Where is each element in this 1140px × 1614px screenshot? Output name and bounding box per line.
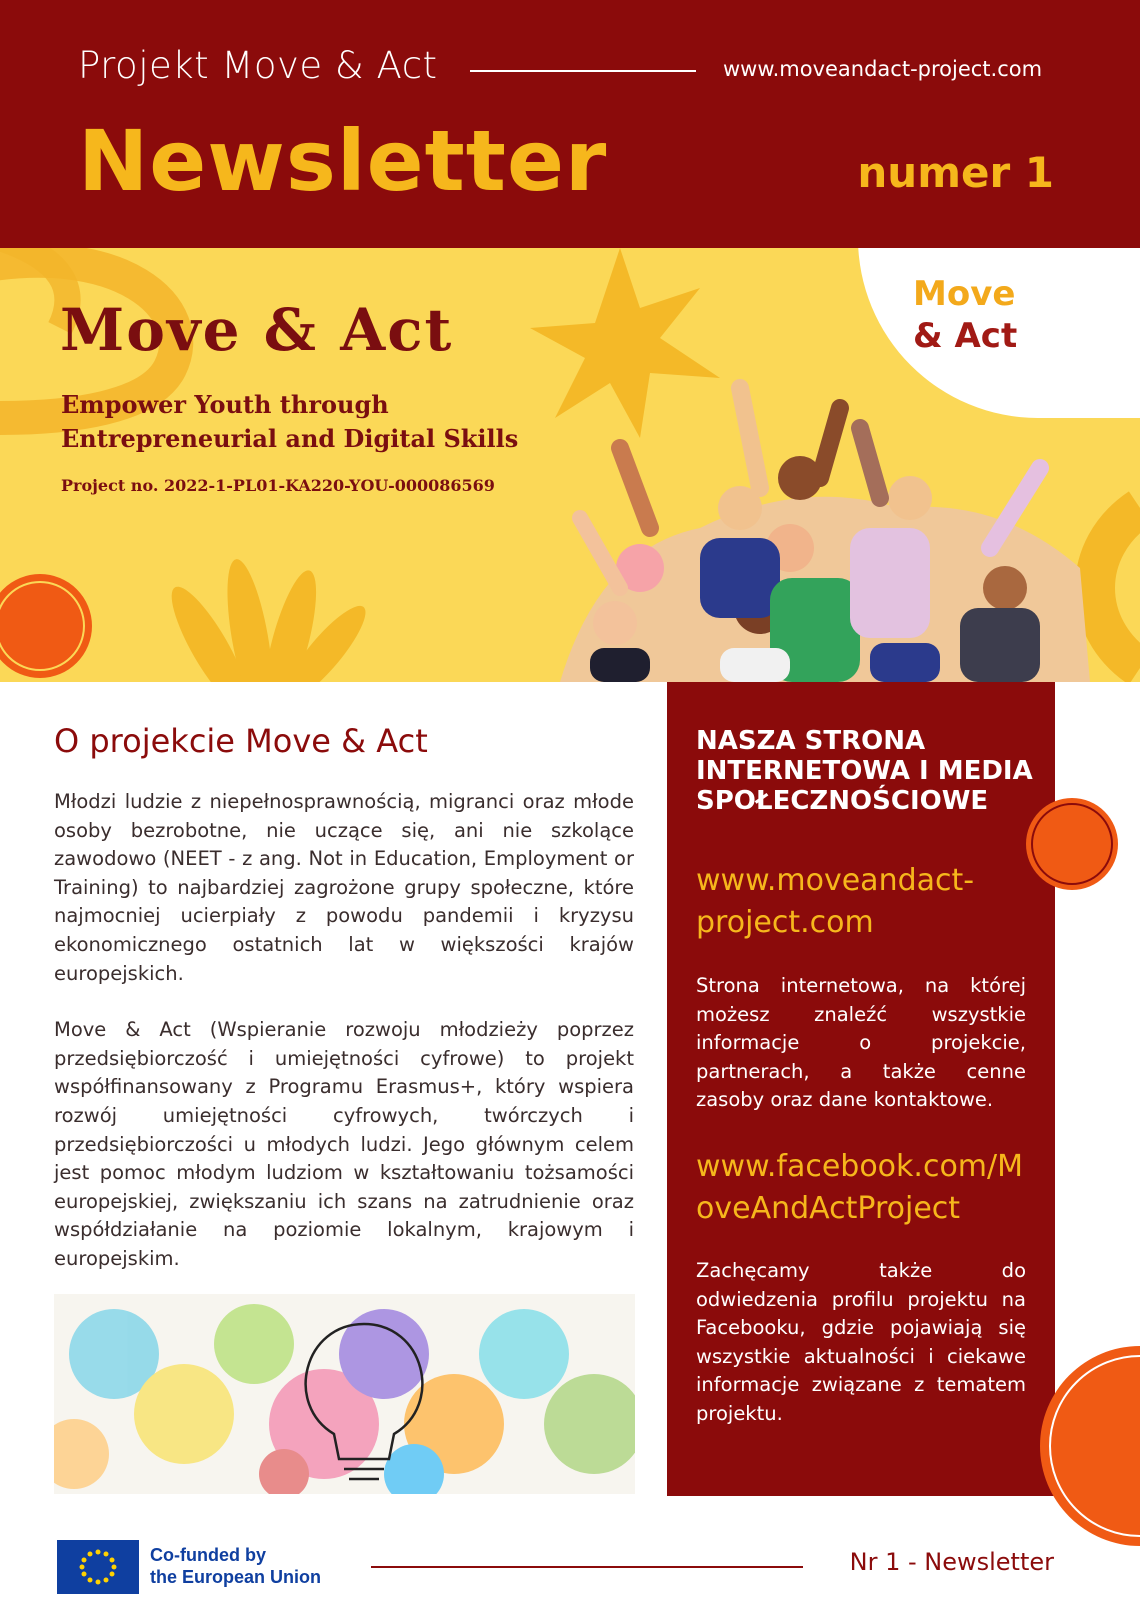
hero-title: Move & Act	[60, 296, 454, 364]
article-paragraph-2: Move & Act (Wspieranie rozwoju młodzieży poprzez przedsiębiorczość i umiejętności cyfrowe) to projekt współfinansowany z Programu Erasmus+, który wspiera rozwój umiejętności cyfrowych, twórczych i przedsiębiorczości u młodych ludzi. Jego głównym celem jest pomoc młodym ludziom w kształtowaniu tożsamości europejskiej, zwiększaniu ich szans na zatrudnienie oraz współdziałanie na poziomie lokalnym, krajowym i europejskim.	[54, 1018, 634, 1270]
eu-label-line1: Co-funded by	[150, 1545, 266, 1565]
creative-lightbulb-image	[54, 1294, 635, 1494]
website-description: Strona internetowa, na której możesz znaleźć wszystkie informacje o projekcie, partnerach, a także cenne zasoby oraz dane kontaktowe.	[696, 974, 1026, 1112]
issue-number: numer 1	[857, 148, 1054, 197]
eu-cofunded-label	[150, 1544, 350, 1588]
orange-ring-decoration	[1024, 796, 1120, 892]
website-link[interactable]: www.moveandact-project.com	[696, 863, 975, 940]
social-media-heading: NASZA STRONA INTERNETOWA I MEDIA SPOŁECZNOŚCIOWE	[696, 726, 1033, 816]
eu-flag-icon	[57, 1540, 139, 1594]
logo-move-text: Move	[913, 274, 1016, 314]
hero-subtitle-line2: Entrepreneurial and Digital Skills	[61, 424, 519, 453]
social-media-panel	[667, 682, 1055, 1496]
footer-divider	[371, 1566, 803, 1568]
hero-subtitle-line1: Empower Youth through	[61, 390, 389, 419]
eu-label-line2: the European Union	[150, 1567, 321, 1587]
newsletter-title: Newsletter	[78, 112, 608, 210]
hero-subtitle	[61, 388, 581, 456]
footer-issue-label: Nr 1 - Newsletter	[849, 1548, 1054, 1576]
article-paragraph-1: Młodzi ludzie z niepełnosprawnością, migranci oraz młode osoby bezrobotne, nie uczące się, ani nie szkolące zawodowo (NEET - z ang. Not in Education, Employment or Training) to najbardziej zagrożone grupy społeczne, które najmocniej ucierpiały z powodu pandemii i kryzysu ekonomicznego ostatnich lat w większości krajów europejskich.	[54, 790, 634, 985]
article-heading: O projekcie Move & Act	[54, 722, 428, 760]
project-number: Project no. 2022-1-PL01-KA220-YOU-000086569	[61, 476, 495, 495]
project-title: Projekt Move & Act	[78, 44, 438, 87]
newsletter-header	[0, 0, 1140, 248]
header-website-link[interactable]: www.moveandact-project.com	[723, 57, 1043, 81]
logo-act-text: & Act	[913, 316, 1018, 356]
orange-ring-decoration-large	[1024, 1346, 1140, 1546]
article-body	[54, 788, 634, 1274]
facebook-link[interactable]: www.facebook.com/MoveAndActProject	[696, 1149, 1024, 1226]
hero-banner	[0, 248, 1140, 682]
header-divider	[470, 70, 696, 72]
facebook-description: Zachęcamy także do odwiedzenia profilu projektu na Facebooku, gdzie pojawiają się wszystkie aktualności i ciekawe informacje związane z tematem projektu.	[696, 1259, 1026, 1425]
